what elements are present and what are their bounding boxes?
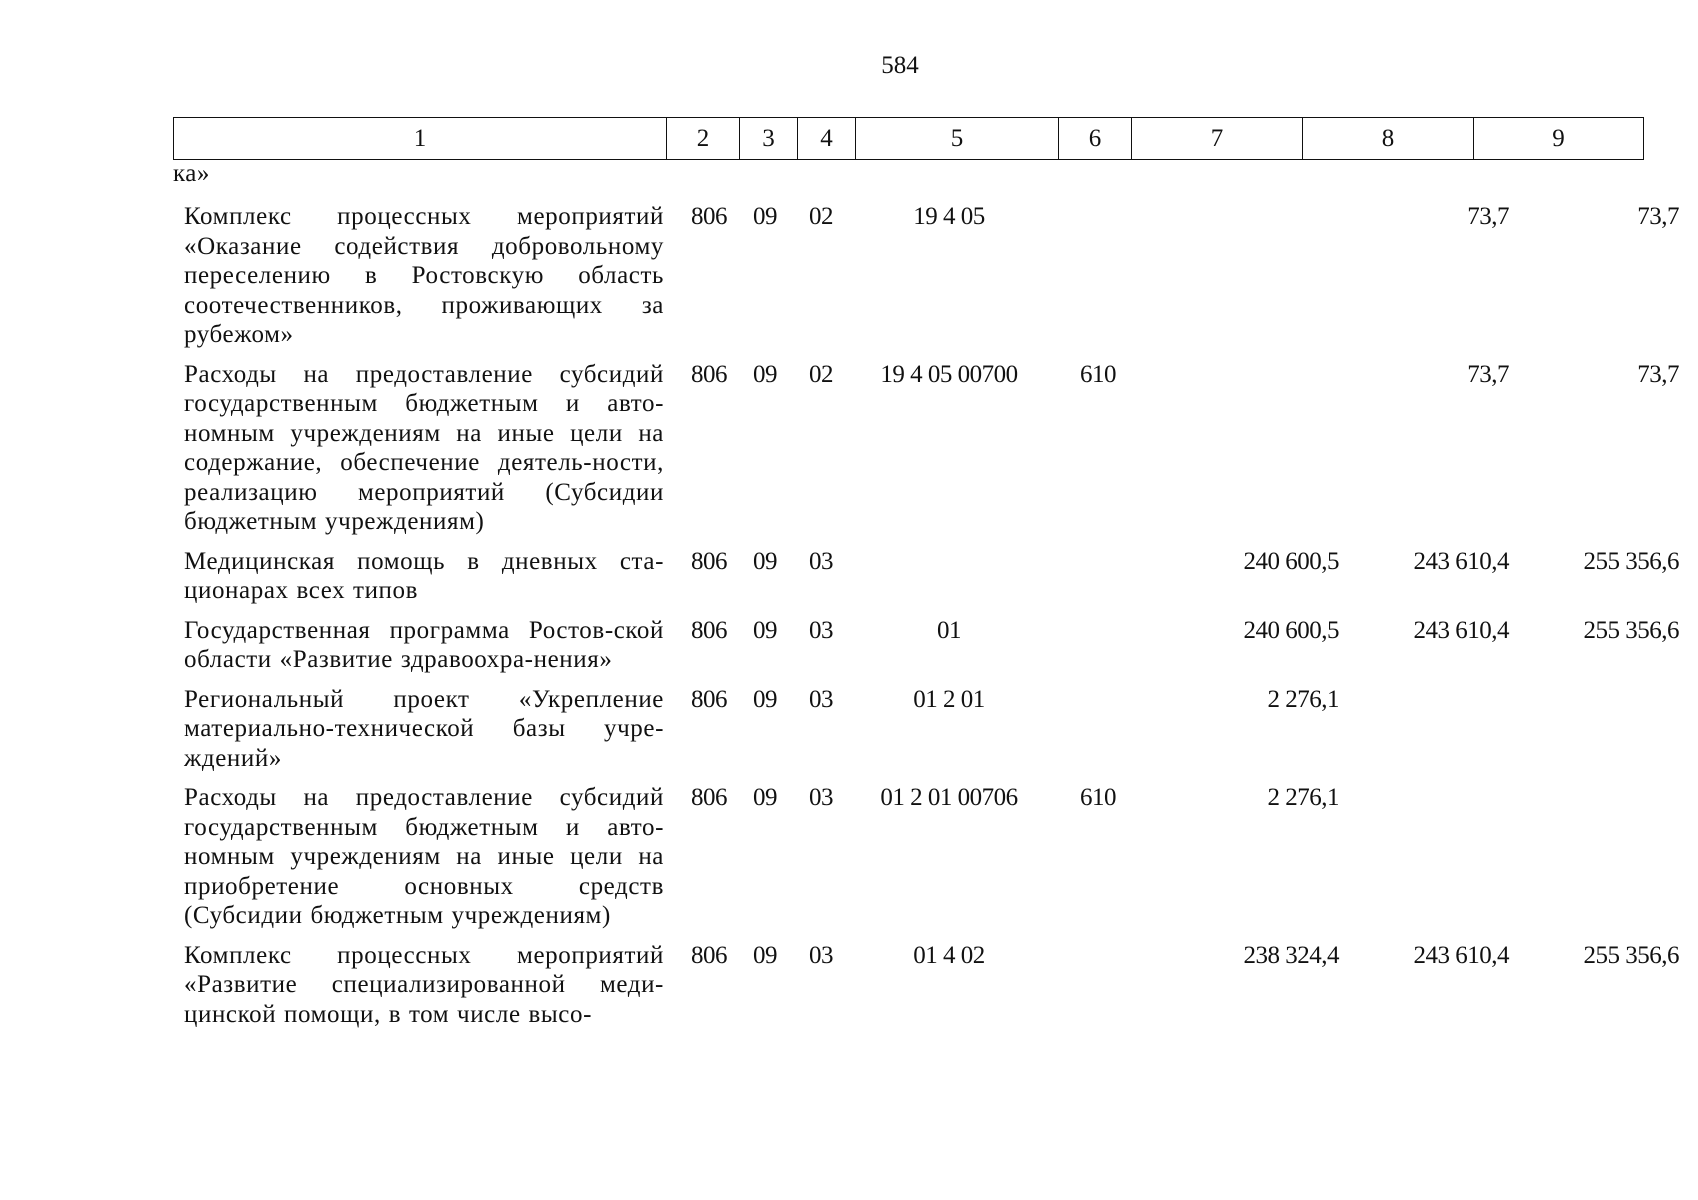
section-code: 09	[753, 547, 777, 575]
ministry-code: 806	[691, 685, 727, 713]
row-description: Расходы на предоставление субсидий государственным бюджетным и авто-номным учреждениям на иные цели на содержание, обеспечение деятель-ности, реализацию мероприятий (Субсидии бюджетным учреждениям)	[184, 360, 664, 535]
table-row	[173, 783, 1635, 931]
budget-rows	[173, 202, 1679, 1039]
continuation-text: ка»	[173, 160, 210, 187]
target-article-code: 01 2 01	[913, 685, 985, 713]
ministry-code: 806	[691, 941, 727, 969]
row-description: Государственная программа Ростов-ской области «Развитие здравоохра-нения»	[184, 616, 664, 673]
column-header-3: 3	[740, 118, 798, 160]
ministry-code: 806	[691, 547, 727, 575]
expense-type-code: 610	[1080, 784, 1116, 811]
table-row	[173, 360, 1679, 537]
column-header-7: 7	[1132, 118, 1303, 160]
subsection-code: 02	[809, 203, 833, 230]
amount-col-7: 240 600,5	[1243, 547, 1339, 575]
target-article-code: 19 4 05 00700	[880, 360, 1018, 388]
page-number: 584	[881, 52, 919, 79]
target-article-code: 01 4 02	[913, 941, 985, 969]
ministry-code: 806	[691, 360, 727, 388]
ministry-code: 806	[691, 203, 727, 230]
subsection-code: 03	[809, 941, 833, 969]
subsection-code: 03	[809, 547, 833, 575]
amount-col-9: 73,7	[1637, 203, 1679, 230]
row-description: Региональный проект «Укрепление материально-технической базы учре-ждений»	[184, 685, 664, 772]
column-header-4: 4	[798, 118, 856, 160]
table-row	[173, 616, 1679, 675]
row-description: Комплекс процессных мероприятий «Оказание содействия добровольному переселению в Ростовскую область соотечественников, проживающих за рубежом»	[184, 203, 664, 348]
target-article-code: 01 2 01 00706	[880, 784, 1018, 811]
table-row	[173, 202, 1679, 350]
subsection-code: 03	[809, 616, 833, 644]
subsection-code: 03	[809, 685, 833, 713]
row-description: Комплекс процессных мероприятий «Развитие специализированной меди-цинской помощи, в том числе высо-	[184, 941, 664, 1028]
row-description: Расходы на предоставление субсидий государственным бюджетным и авто-номным учреждениям на иные цели на приобретение основных средств (Субсидии бюджетным учреждениям)	[184, 784, 664, 929]
table-row	[173, 941, 1679, 1030]
section-code: 09	[753, 360, 777, 388]
subsection-code: 03	[809, 784, 833, 811]
section-code: 09	[753, 203, 777, 230]
subsection-code: 02	[809, 360, 833, 388]
section-code: 09	[753, 616, 777, 644]
amount-col-9: 73,7	[1637, 360, 1679, 388]
amount-col-7: 2 276,1	[1267, 784, 1339, 811]
amount-col-8: 73,7	[1467, 360, 1509, 388]
section-code: 09	[753, 784, 777, 811]
amount-col-7: 240 600,5	[1243, 616, 1339, 644]
amount-col-8: 243 610,4	[1413, 616, 1509, 644]
section-code: 09	[753, 685, 777, 713]
column-header-row	[174, 118, 1644, 160]
expense-type-code: 610	[1080, 360, 1116, 388]
column-header-5: 5	[856, 118, 1059, 160]
target-article-code: 01	[937, 616, 961, 644]
column-header-6: 6	[1059, 118, 1132, 160]
column-header-8: 8	[1303, 118, 1474, 160]
amount-col-9: 255 356,6	[1583, 941, 1679, 969]
amount-col-7: 238 324,4	[1243, 941, 1339, 969]
amount-col-8: 243 610,4	[1413, 547, 1509, 575]
column-header-1: 1	[174, 118, 667, 160]
column-header-table	[173, 117, 1644, 160]
table-row	[173, 685, 1635, 774]
amount-col-9: 255 356,6	[1583, 616, 1679, 644]
amount-col-9: 255 356,6	[1583, 547, 1679, 575]
row-description: Медицинская помощь в дневных ста-ционарах всех типов	[184, 547, 664, 604]
target-article-code: 19 4 05	[913, 203, 985, 230]
ministry-code: 806	[691, 784, 727, 811]
column-header-2: 2	[667, 118, 740, 160]
amount-col-7: 2 276,1	[1267, 685, 1339, 713]
table-row	[173, 547, 1679, 606]
amount-col-8: 243 610,4	[1413, 941, 1509, 969]
amount-col-8: 73,7	[1467, 203, 1509, 230]
section-code: 09	[753, 941, 777, 969]
ministry-code: 806	[691, 616, 727, 644]
column-header-9: 9	[1474, 118, 1644, 160]
